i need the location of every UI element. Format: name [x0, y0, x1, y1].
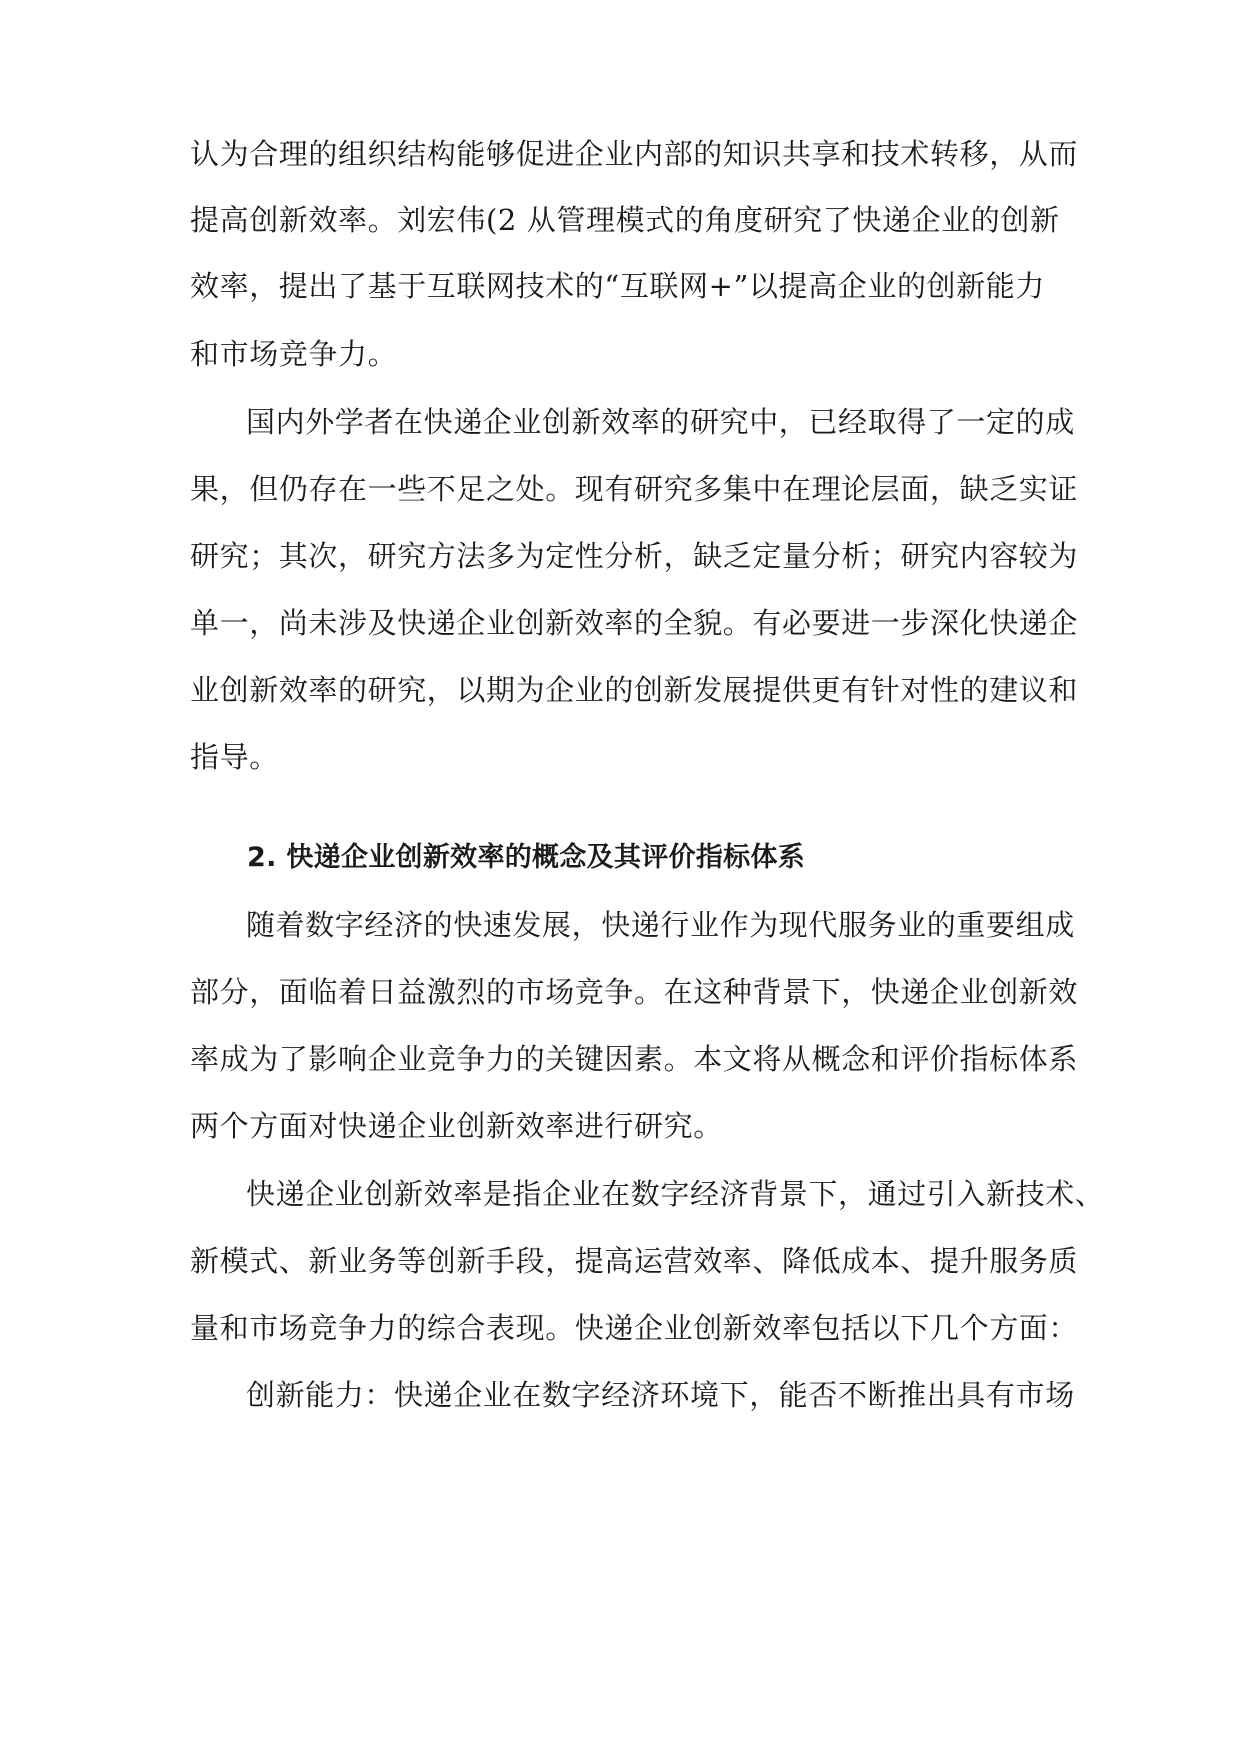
- section-paragraph-1-line-1: 随着数字经济的快速发展，快递行业作为现代服务业的重要组成: [246, 908, 1075, 942]
- paragraph-2-line-5: 业创新效率的研究，以期为企业的创新发展提供更有针对性的建议和: [190, 673, 1079, 707]
- paragraph-1-line-3: 效率，提出了基于互联网技术的“互联网+”以提高企业的创新能力: [190, 269, 1045, 303]
- paragraph-2-line-2: 果，但仍存在一些不足之处。现有研究多集中在理论层面，缺乏实证: [190, 472, 1079, 506]
- paragraph-2-line-3: 研究；其次，研究方法多为定性分析，缺乏定量分析；研究内容较为: [190, 539, 1079, 573]
- section-paragraph-2-line-2: 新模式、新业务等创新手段，提高运营效率、降低成本、提升服务质: [190, 1244, 1079, 1278]
- section-paragraph-3-line-1: 创新能力：快递企业在数字经济环境下，能否不断推出具有市场: [246, 1378, 1075, 1412]
- section-paragraph-1-line-3: 率成为了影响企业竞争力的关键因素。本文将从概念和评价指标体系: [190, 1042, 1079, 1076]
- paragraph-1-line-1: 认为合理的组织结构能够促进企业内部的知识共享和技术转移，从而: [190, 137, 1079, 171]
- paragraph-2-line-6: 指导。: [190, 740, 279, 774]
- paragraph-1-line-4: 和市场竞争力。: [190, 337, 398, 371]
- section-paragraph-2-line-3: 量和市场竞争力的综合表现。快递企业创新效率包括以下几个方面：: [190, 1311, 1079, 1345]
- section-paragraph-1-line-2: 部分，面临着日益激烈的市场竞争。在这种背景下，快递企业创新效: [190, 975, 1079, 1009]
- section-heading: 2. 快递企业创新效率的概念及其评价指标体系: [247, 842, 806, 873]
- paragraph-2-line-4: 单一，尚未涉及快递企业创新效率的全貌。有必要进一步深化快递企: [190, 606, 1079, 640]
- paragraph-1-line-2: 提高创新效率。刘宏伟(2 从管理模式的角度研究了快递企业的创新: [190, 203, 1060, 237]
- paragraph-2-line-1: 国内外学者在快递企业创新效率的研究中，已经取得了一定的成: [246, 405, 1075, 439]
- section-paragraph-1-line-4: 两个方面对快递企业创新效率进行研究。: [190, 1109, 723, 1143]
- section-paragraph-2-line-1: 快递企业创新效率是指企业在数字经济背景下，通过引入新技术、: [246, 1177, 1105, 1211]
